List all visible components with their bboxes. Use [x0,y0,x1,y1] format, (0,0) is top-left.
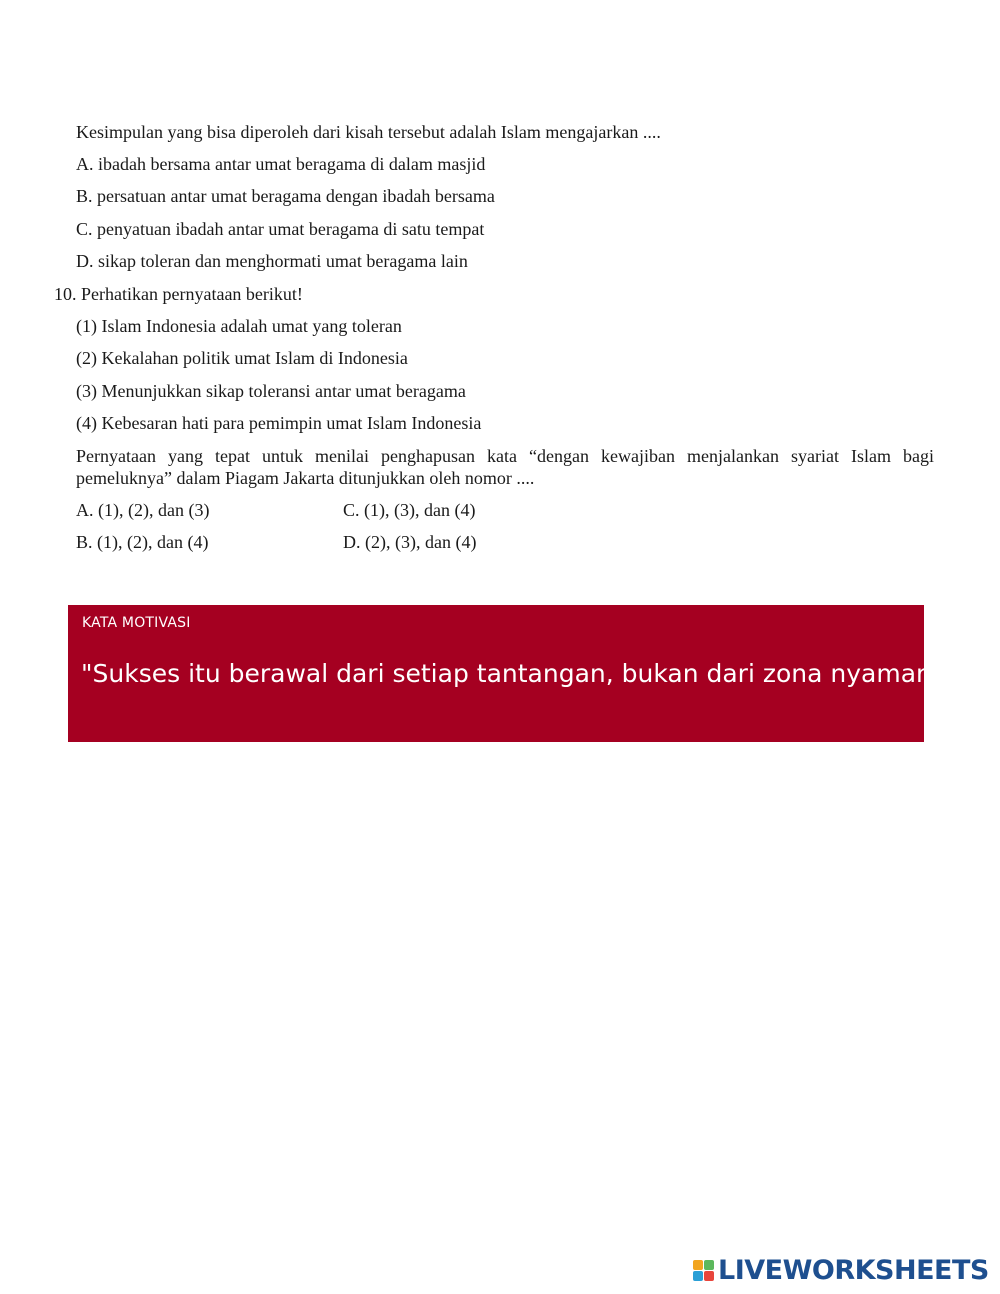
q10-statement-4: (4) Kebesaran hati para pemimpin umat Islam Indonesia [76,413,482,433]
q10-option-b: B. (1), (2), dan (4) [76,532,209,552]
brand-text: LIVEWORKSHEETS [718,1254,989,1286]
q10-option-d: D. (2), (3), dan (4) [343,532,477,552]
q9-option-c: C. penyatuan ibadah antar umat beragama di satu tempat [76,219,485,239]
motivation-label: KATA MOTIVASI [82,615,191,631]
q10-statement-2: (2) Kekalahan politik umat Islam di Indonesia [76,348,408,368]
q10-statement-3: (3) Menunjukkan sikap toleransi antar umat beragama [76,381,466,401]
logo-tile-icon [693,1260,703,1270]
q10-option-c: C. (1), (3), dan (4) [343,500,476,520]
liveworksheets-icon [692,1259,714,1281]
logo-tile-icon [693,1271,703,1281]
q9-conclusion: Kesimpulan yang bisa diperoleh dari kisah tersebut adalah Islam mengajarkan .... [76,122,661,142]
logo-tile-icon [704,1260,714,1270]
q10-question-text: Pernyataan yang tepat untuk menilai penghapusan kata “dengan kewajiban menjalankan syariat Islam bagi pemeluknya” dalam Piagam Jakarta ditunjukkan oleh nomor .... [76,446,934,488]
liveworksheets-logo [692,1256,989,1284]
q10-prompt: 10. Perhatikan pernyataan berikut! [54,284,303,304]
q9-option-d: D. sikap toleran dan menghormati umat beragama lain [76,251,468,271]
q9-option-a: A. ibadah bersama antar umat beragama di dalam masjid [76,154,486,174]
q10-statement-1: (1) Islam Indonesia adalah umat yang toleran [76,316,402,336]
q9-option-b: B. persatuan antar umat beragama dengan ibadah bersama [76,186,495,206]
motivation-quote: "Sukses itu berawal dari setiap tantangan, bukan dari zona nyaman" [81,659,944,688]
motivation-box [68,605,944,742]
logo-tile-icon [704,1271,714,1281]
q10-option-a: A. (1), (2), dan (3) [76,500,210,520]
